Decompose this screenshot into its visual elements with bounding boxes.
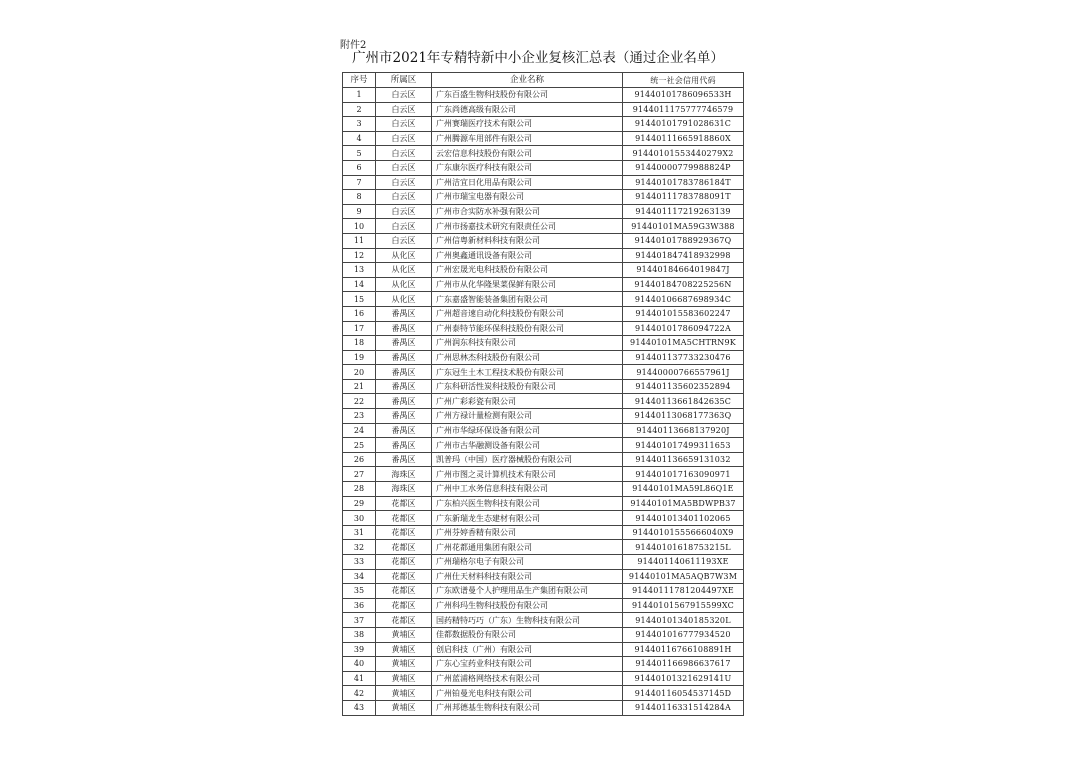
row-company-name: 国药精特巧巧（广东）生物科技有限公司	[432, 613, 623, 628]
table-row	[343, 584, 744, 599]
table-row	[343, 671, 744, 686]
row-company-name: 凯普玛（中国）医疗器械股份有限公司	[432, 452, 623, 467]
row-district: 番禺区	[376, 350, 432, 365]
row-number: 6	[343, 160, 376, 175]
row-credit-code: 914401016777934520	[623, 627, 744, 642]
row-number: 27	[343, 467, 376, 482]
row-number: 19	[343, 350, 376, 365]
row-company-name: 广州思林杰科技股份有限公司	[432, 350, 623, 365]
document-title: 广州市2021年专精特新中小企业复核汇总表（通过企业名单）	[352, 50, 724, 66]
table-row	[343, 569, 744, 584]
row-company-name: 广州奥鑫通讯设备有限公司	[432, 248, 623, 263]
row-credit-code: 914401015583602247	[623, 306, 744, 321]
row-number: 21	[343, 379, 376, 394]
row-credit-code: 91440101321629141U	[623, 671, 744, 686]
row-credit-code: 91440101618753215L	[623, 540, 744, 555]
row-credit-code: 914401140611193XE	[623, 555, 744, 570]
row-number: 34	[343, 569, 376, 584]
row-company-name: 广州芬婷香精有限公司	[432, 525, 623, 540]
row-company-name: 广州瑞格尔电子有限公司	[432, 555, 623, 570]
row-company-name: 广州市从化华隆果菜保鲜有限公司	[432, 277, 623, 292]
row-number: 35	[343, 584, 376, 599]
row-district: 黄埔区	[376, 671, 432, 686]
row-district: 白云区	[376, 160, 432, 175]
row-district: 白云区	[376, 88, 432, 103]
row-credit-code: 91440101783786184T	[623, 175, 744, 190]
row-credit-code: 914401135602352894	[623, 379, 744, 394]
row-company-name: 广州泰特节能环保科技股份有限公司	[432, 321, 623, 336]
row-credit-code: 91440111781204497XE	[623, 584, 744, 599]
table-row	[343, 219, 744, 234]
table-row	[343, 613, 744, 628]
row-company-name: 广州润东科技有限公司	[432, 336, 623, 351]
row-district: 从化区	[376, 248, 432, 263]
row-district: 白云区	[376, 175, 432, 190]
row-company-name: 广东百盛生物科技股份有限公司	[432, 88, 623, 103]
row-company-name: 广州广彩彩瓷有限公司	[432, 394, 623, 409]
row-district: 番禺区	[376, 321, 432, 336]
table-row	[343, 686, 744, 701]
row-number: 43	[343, 700, 376, 715]
row-number: 10	[343, 219, 376, 234]
row-district: 黄埔区	[376, 686, 432, 701]
row-company-name: 广州花都通用集团有限公司	[432, 540, 623, 555]
row-credit-code: 91440000766557961J	[623, 365, 744, 380]
row-district: 白云区	[376, 190, 432, 205]
row-district: 白云区	[376, 204, 432, 219]
row-company-name: 广东欧谱曼个人护理用品生产集团有限公司	[432, 584, 623, 599]
row-company-name: 广州赛瑞医疗技术有限公司	[432, 117, 623, 132]
row-number: 11	[343, 233, 376, 248]
row-credit-code: 914401137733230476	[623, 350, 744, 365]
table-row	[343, 102, 744, 117]
row-number: 30	[343, 511, 376, 526]
row-credit-code: 91440101555666040X9	[623, 525, 744, 540]
row-number: 3	[343, 117, 376, 132]
row-number: 32	[343, 540, 376, 555]
table-row	[343, 233, 744, 248]
table-row	[343, 657, 744, 672]
row-number: 13	[343, 263, 376, 278]
table-row	[343, 204, 744, 219]
enterprise-table	[342, 72, 744, 716]
row-number: 29	[343, 496, 376, 511]
row-number: 36	[343, 598, 376, 613]
row-number: 14	[343, 277, 376, 292]
row-district: 花都区	[376, 540, 432, 555]
table-row	[343, 700, 744, 715]
row-number: 9	[343, 204, 376, 219]
row-company-name: 广东康尔医疗科技有限公司	[432, 160, 623, 175]
row-credit-code: 91440000779988824P	[623, 160, 744, 175]
row-district: 从化区	[376, 263, 432, 278]
table-row	[343, 423, 744, 438]
row-number: 7	[343, 175, 376, 190]
row-district: 黄埔区	[376, 700, 432, 715]
row-number: 33	[343, 555, 376, 570]
row-district: 花都区	[376, 525, 432, 540]
row-number: 41	[343, 671, 376, 686]
row-company-name: 广州市扬嘉技术研究有限责任公司	[432, 219, 623, 234]
row-number: 2	[343, 102, 376, 117]
row-credit-code: 91440101786096533H	[623, 88, 744, 103]
row-number: 12	[343, 248, 376, 263]
table-row	[343, 467, 744, 482]
table-row	[343, 482, 744, 497]
row-company-name: 广东新瑞龙生态建材有限公司	[432, 511, 623, 526]
header-district: 所属区	[376, 73, 432, 88]
row-credit-code: 91440101MA59L86Q1E	[623, 482, 744, 497]
row-district: 从化区	[376, 277, 432, 292]
row-district: 从化区	[376, 292, 432, 307]
table-row	[343, 452, 744, 467]
table-row	[343, 248, 744, 263]
row-number: 25	[343, 438, 376, 453]
row-district: 番禺区	[376, 365, 432, 380]
header-no: 序号	[343, 73, 376, 88]
row-company-name: 广东柏兴医生物科技有限公司	[432, 496, 623, 511]
row-company-name: 广东尚德高级有限公司	[432, 102, 623, 117]
row-number: 42	[343, 686, 376, 701]
row-district: 番禺区	[376, 379, 432, 394]
row-district: 黄埔区	[376, 642, 432, 657]
row-district: 番禺区	[376, 394, 432, 409]
row-district: 花都区	[376, 569, 432, 584]
header-row	[343, 73, 744, 88]
row-number: 15	[343, 292, 376, 307]
row-credit-code: 91440116331514284A	[623, 700, 744, 715]
row-company-name: 广州科玛生物科技股份有限公司	[432, 598, 623, 613]
row-company-name: 广州洁宜日化用品有限公司	[432, 175, 623, 190]
table-row	[343, 292, 744, 307]
row-district: 番禺区	[376, 438, 432, 453]
row-credit-code: 91440101MA5BDWPB37	[623, 496, 744, 511]
row-company-name: 广州腾源车用部件有限公司	[432, 131, 623, 146]
table-row	[343, 117, 744, 132]
row-credit-code: 914401013401102065	[623, 511, 744, 526]
table-row	[343, 263, 744, 278]
row-number: 5	[343, 146, 376, 161]
row-credit-code: 914401166986637617	[623, 657, 744, 672]
table-header	[343, 73, 744, 88]
header-credit-code: 统一社会信用代码	[623, 73, 744, 88]
table-row	[343, 190, 744, 205]
row-company-name: 广州市合实防水补强有限公司	[432, 204, 623, 219]
row-company-name: 广州铂曼光电科技有限公司	[432, 686, 623, 701]
row-district: 番禺区	[376, 452, 432, 467]
table-row	[343, 146, 744, 161]
row-number: 26	[343, 452, 376, 467]
table-row	[343, 88, 744, 103]
row-district: 花都区	[376, 555, 432, 570]
table-row	[343, 175, 744, 190]
table-row	[343, 379, 744, 394]
row-company-name: 广州市图之灵计算机技术有限公司	[432, 467, 623, 482]
row-credit-code: 9144011175777746579	[623, 102, 744, 117]
row-company-name: 广州信粤新材料科技有限公司	[432, 233, 623, 248]
row-district: 花都区	[376, 613, 432, 628]
row-credit-code: 91440111783788091T	[623, 190, 744, 205]
row-company-name: 广州仕天材料科技有限公司	[432, 569, 623, 584]
header-company-name: 企业名称	[432, 73, 623, 88]
row-number: 28	[343, 482, 376, 497]
row-number: 31	[343, 525, 376, 540]
row-company-name: 广州超音速自动化科技股份有限公司	[432, 306, 623, 321]
row-company-name: 广州宏晟光电科技股份有限公司	[432, 263, 623, 278]
row-company-name: 广州中工水务信息科技有限公司	[432, 482, 623, 497]
row-company-name: 广州邦德基生物科技有限公司	[432, 700, 623, 715]
row-credit-code: 91440116766108891H	[623, 642, 744, 657]
table-row	[343, 336, 744, 351]
row-number: 20	[343, 365, 376, 380]
table-row	[343, 350, 744, 365]
row-company-name: 广东冠生土木工程技术股份有限公司	[432, 365, 623, 380]
row-district: 花都区	[376, 496, 432, 511]
row-company-name: 广州市华绿环保设备有限公司	[432, 423, 623, 438]
row-district: 花都区	[376, 598, 432, 613]
table-row	[343, 394, 744, 409]
row-credit-code: 91440101786094722A	[623, 321, 744, 336]
table-row	[343, 627, 744, 642]
row-credit-code: 914401847418932998	[623, 248, 744, 263]
row-credit-code: 914401136659131032	[623, 452, 744, 467]
row-district: 番禺区	[376, 409, 432, 424]
table-row	[343, 409, 744, 424]
table-row	[343, 540, 744, 555]
table-body	[343, 88, 744, 716]
row-district: 花都区	[376, 584, 432, 599]
row-district: 白云区	[376, 219, 432, 234]
row-number: 38	[343, 627, 376, 642]
row-credit-code: 914401017499311653	[623, 438, 744, 453]
row-company-name: 广东科研活性炭科技股份有限公司	[432, 379, 623, 394]
row-number: 1	[343, 88, 376, 103]
row-company-name: 广州市古华融测设备有限公司	[432, 438, 623, 453]
row-credit-code: 91440106687698934C	[623, 292, 744, 307]
table-row	[343, 131, 744, 146]
row-credit-code: 91440113661842635C	[623, 394, 744, 409]
attachment-label: 附件2	[340, 40, 367, 51]
table-row	[343, 306, 744, 321]
row-company-name: 广东嘉盛智能装备集团有限公司	[432, 292, 623, 307]
row-district: 番禺区	[376, 336, 432, 351]
table-row	[343, 160, 744, 175]
row-credit-code: 91440116054537145D	[623, 686, 744, 701]
row-company-name: 云宏信息科技股份有限公司	[432, 146, 623, 161]
row-credit-code: 91440111665918860X	[623, 131, 744, 146]
row-credit-code: 91440101340185320L	[623, 613, 744, 628]
row-credit-code: 91440101788929367Q	[623, 233, 744, 248]
row-district: 白云区	[376, 146, 432, 161]
row-company-name: 广州市瑞宝电器有限公司	[432, 190, 623, 205]
row-credit-code: 91440101791028631C	[623, 117, 744, 132]
table-row	[343, 525, 744, 540]
row-district: 白云区	[376, 102, 432, 117]
table-row	[343, 438, 744, 453]
row-credit-code: 91440184708225256N	[623, 277, 744, 292]
table-row	[343, 277, 744, 292]
table-row	[343, 598, 744, 613]
row-district: 黄埔区	[376, 657, 432, 672]
row-company-name: 广东心宝药业科技有限公司	[432, 657, 623, 672]
row-district: 白云区	[376, 131, 432, 146]
row-credit-code: 91440101567915599XC	[623, 598, 744, 613]
row-number: 37	[343, 613, 376, 628]
row-number: 39	[343, 642, 376, 657]
row-district: 黄埔区	[376, 627, 432, 642]
row-district: 海珠区	[376, 467, 432, 482]
row-district: 海珠区	[376, 482, 432, 497]
row-number: 8	[343, 190, 376, 205]
row-number: 40	[343, 657, 376, 672]
row-number: 4	[343, 131, 376, 146]
row-district: 白云区	[376, 117, 432, 132]
table-row	[343, 555, 744, 570]
row-number: 23	[343, 409, 376, 424]
row-company-name: 广州蓝浦格网络技术有限公司	[432, 671, 623, 686]
row-credit-code: 91440184664019847J	[623, 263, 744, 278]
row-credit-code: 91440101MA5CHTRN9K	[623, 336, 744, 351]
table-row	[343, 642, 744, 657]
row-credit-code: 914401117219263139	[623, 204, 744, 219]
row-credit-code: 91440113668137920J	[623, 423, 744, 438]
table-row	[343, 365, 744, 380]
row-number: 22	[343, 394, 376, 409]
row-district: 白云区	[376, 233, 432, 248]
row-credit-code: 91440101MA59G3W388	[623, 219, 744, 234]
row-number: 16	[343, 306, 376, 321]
row-company-name: 创启科技（广州）有限公司	[432, 642, 623, 657]
table-row	[343, 496, 744, 511]
row-district: 番禺区	[376, 306, 432, 321]
row-company-name: 广州方禄计量检测有限公司	[432, 409, 623, 424]
row-company-name: 佳都数据股份有限公司	[432, 627, 623, 642]
row-district: 番禺区	[376, 423, 432, 438]
row-number: 18	[343, 336, 376, 351]
row-credit-code: 91440113068177363Q	[623, 409, 744, 424]
row-credit-code: 914401017163090971	[623, 467, 744, 482]
row-credit-code: 91440101553440279X2	[623, 146, 744, 161]
table-row	[343, 321, 744, 336]
row-number: 17	[343, 321, 376, 336]
row-number: 24	[343, 423, 376, 438]
table-row	[343, 511, 744, 526]
row-district: 花都区	[376, 511, 432, 526]
row-credit-code: 91440101MA5AQB7W3M	[623, 569, 744, 584]
